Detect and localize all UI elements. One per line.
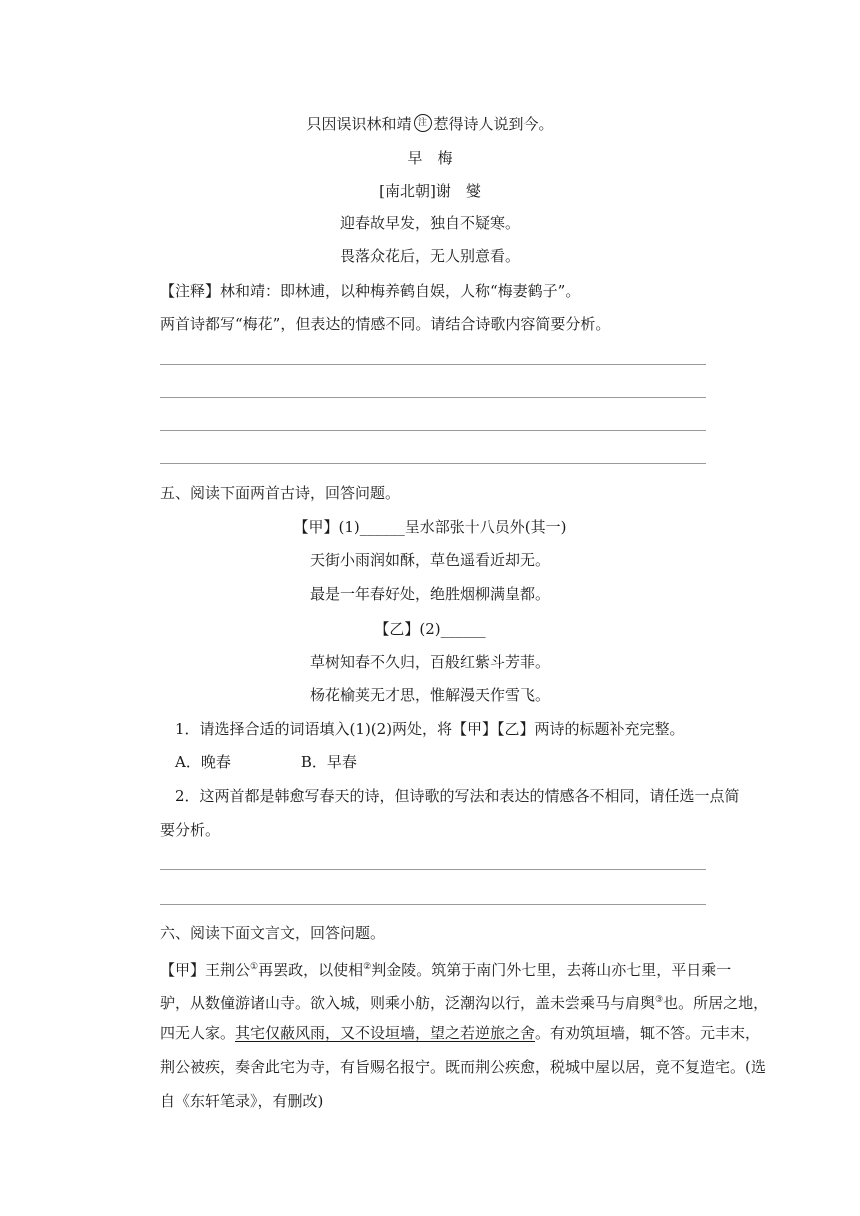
annotation-note: 【注释】林和靖：即林逋，以种梅养鹤自娱，人称“梅妻鹤子”。 — [160, 282, 581, 300]
answer-line[interactable] — [160, 397, 706, 398]
section-6-heading: 六、阅读下面文言文，回答问题。 — [160, 924, 386, 942]
answer-line[interactable] — [160, 364, 706, 365]
answer-line[interactable] — [160, 463, 706, 464]
poem2-line-2: 畏落众花后，无人别意看。 — [339, 247, 520, 265]
option-a[interactable]: A．晚春 — [175, 753, 231, 771]
question-text: 两首诗都写“梅花”，但表达的情感不同。请结合诗歌内容简要分析。 — [160, 315, 611, 333]
question-1-options — [175, 752, 357, 772]
section-5-heading: 五、阅读下面两首古诗，回答问题。 — [160, 484, 401, 502]
poem1-line-part-b: 惹得诗人说到今。 — [433, 115, 554, 133]
passage-text: 驴，从数僮游诸山寺。欲入城，则乘小舫，泛潮沟以行，盖未尝乘马与肩舆 — [160, 994, 656, 1012]
passage-source: 自《东轩笔录》，有删改) — [160, 1092, 324, 1110]
question-2-line-1: 2．这两首都是韩愈写春天的诗，但诗歌的写法和表达的情感各不相同，请任选一点简 — [175, 787, 740, 805]
footnote-marker: ② — [363, 962, 372, 972]
passage-text: 也。所居之地， — [663, 994, 769, 1012]
poem-jia-title: 【甲】(1)______呈水部张十八员外(其一) — [293, 518, 567, 536]
poem2-author: [南北朝]谢 燮 — [379, 182, 481, 200]
footnote-marker: ③ — [655, 995, 664, 1005]
passage-line-4: 荆公被疾，奏舍此宅为寺，有旨赐名报宁。既而荆公疾愈，税城中屋以居，竟不复造宅。(选 — [160, 1058, 766, 1076]
passage-line-1 — [160, 957, 731, 980]
passage-text: 【甲】王荆公 — [160, 961, 251, 979]
passage-text: 再罢政，以使相 — [258, 961, 364, 979]
poem-yi-title: 【乙】(2)______ — [374, 620, 486, 638]
option-b[interactable]: B．早春 — [300, 753, 357, 771]
passage-line-2 — [160, 990, 768, 1013]
poem-yi-line-1: 草树知春不久归，百般红紫斗芳菲。 — [309, 653, 550, 671]
answer-line[interactable] — [160, 430, 706, 431]
poem1-line-part-a: 只因误识林和靖 — [306, 115, 412, 133]
question-2-line-2: 要分析。 — [160, 821, 221, 839]
poem-yi-line-2: 杨花榆荚无才思，惟解漫天作雪飞。 — [309, 686, 550, 704]
passage-text: 四无人家。 — [160, 1024, 236, 1042]
poem1-last-line — [0, 114, 860, 134]
answer-line[interactable] — [160, 904, 706, 905]
answer-line[interactable] — [160, 869, 706, 870]
question-1: 1．请选择合适的词语填入(1)(2)两处，将【甲】【乙】两诗的标题补充完整。 — [175, 720, 685, 738]
passage-text: 。有劝筑垣墙，辄不答。元丰末， — [535, 1024, 761, 1042]
footnote-marker: ① — [250, 962, 259, 972]
poem-jia-line-2: 最是一年春好处，绝胜烟柳满皇都。 — [309, 585, 550, 603]
underlined-sentence: 其宅仅蔽风雨，又不设垣墙，望之若逆旅之舍 — [235, 1024, 536, 1042]
poem2-title: 早 梅 — [407, 149, 453, 167]
poem-jia-line-1: 天街小雨润如酥，草色遥看近却无。 — [309, 551, 550, 569]
passage-text: 判金陵。筑第于南门外七里，去蒋山亦七里，平日乘一 — [371, 961, 732, 979]
note-marker: 注 — [414, 114, 432, 132]
poem2-line-1: 迎春故早发，独自不疑寒。 — [339, 214, 520, 232]
passage-line-3 — [160, 1023, 760, 1043]
